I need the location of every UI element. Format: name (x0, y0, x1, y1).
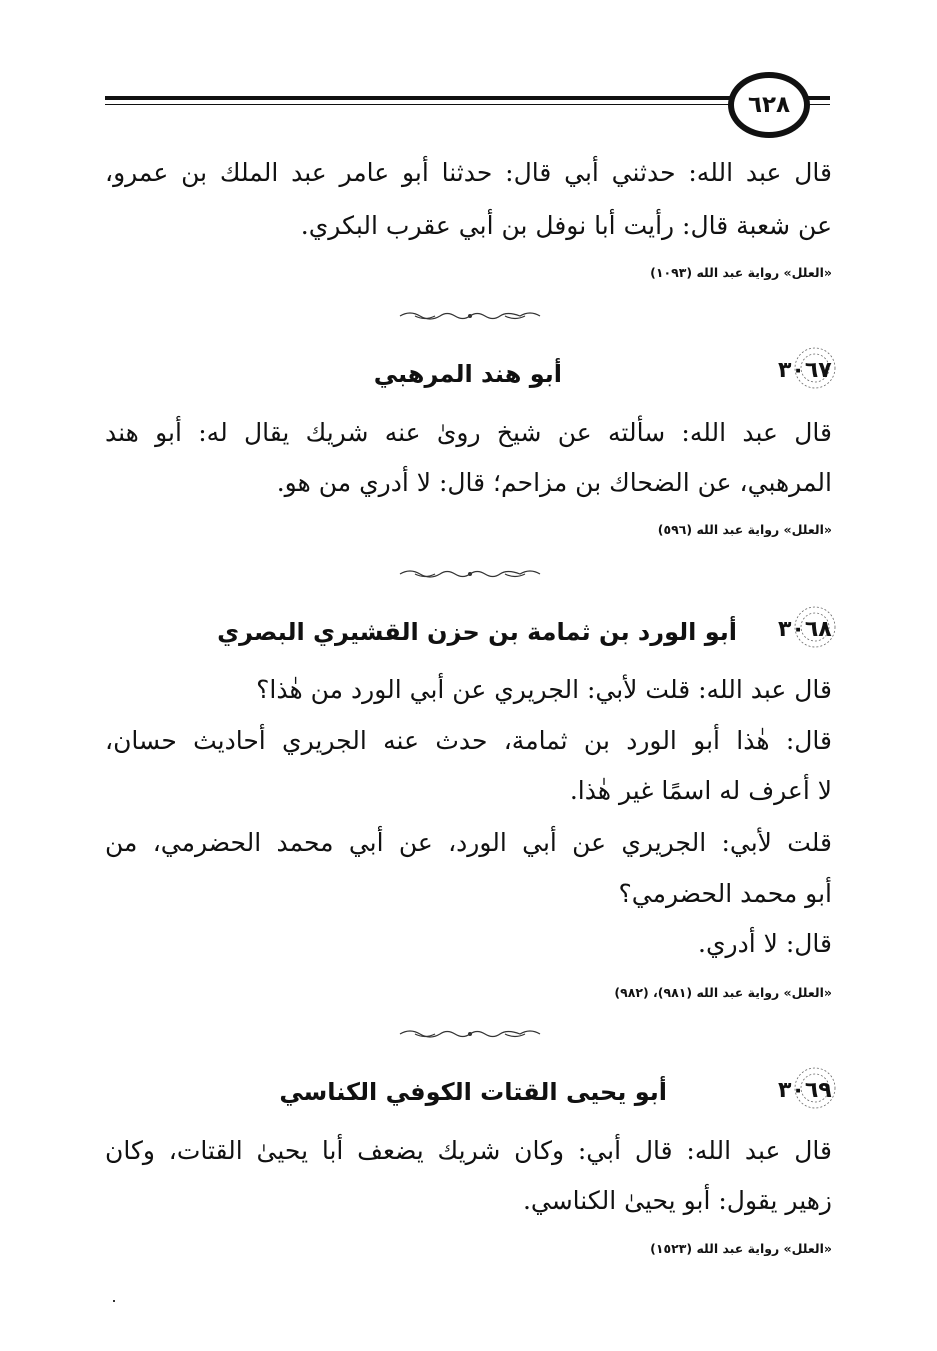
entry-number: ٣٠٦٧ (778, 358, 832, 383)
text-line: قلت لأبي: الجريري عن أبي الورد، عن أبي محمد الحضرمي، من (105, 828, 832, 857)
text-line: قال: لا أدري. (698, 929, 832, 958)
text-line: قال عبد الله: حدثني أبي قال: حدثنا أبو عامر عبد الملك بن عمرو، (105, 158, 832, 187)
header-rule-thin (105, 104, 830, 105)
page-number: ٦٢٨ (728, 72, 810, 138)
entry-title: أبو يحيى القتات الكوفي الكناسي (279, 1078, 667, 1106)
entry-title: أبو هند المرهبي (373, 360, 562, 388)
text-line: عن شعبة قال: رأيت أبا نوفل بن أبي عقرب البكري. (300, 211, 832, 240)
decorative-divider-icon (395, 567, 545, 581)
text-line: أبو محمد الحضرمي؟ (618, 879, 832, 908)
decorative-divider-icon (395, 309, 545, 323)
entry-number: ٣٠٦٩ (778, 1078, 832, 1103)
decorative-divider-icon (395, 1027, 545, 1041)
source-reference: «العلل» رواية عبد الله (٥٩٦) (657, 522, 832, 537)
text-line: قال عبد الله: قال أبي: وكان شريك يضعف أبا يحيىٰ القتات، وكان (105, 1136, 832, 1165)
source-reference: «العلل» رواية عبد الله (١٠٩٣) (650, 265, 832, 280)
text-line: قال: هٰذا أبو الورد بن ثمامة، حدث عنه الجريري أحاديث حسان، (105, 726, 832, 755)
entry-title: أبو الورد بن ثمامة بن حزن القشيري البصري (217, 618, 737, 646)
text-line: قال عبد الله: قلت لأبي: الجريري عن أبي الورد من هٰذا؟ (256, 675, 832, 704)
text-line: المرهبي، عن الضحاك بن مزاحم؛ قال: لا أدري من هو. (276, 468, 832, 497)
text-line: زهير يقول: أبو يحيىٰ الكناسي. (522, 1186, 832, 1215)
header-rule (105, 96, 830, 100)
speck (113, 1300, 115, 1302)
entry-number: ٣٠٦٨ (778, 617, 832, 642)
text-line: لا أعرف له اسمًا غير هٰذا. (569, 776, 832, 805)
source-reference: «العلل» رواية عبد الله (٩٨١)، (٩٨٢) (614, 985, 832, 1000)
source-reference: «العلل» رواية عبد الله (١٥٢٣) (650, 1241, 832, 1256)
text-line: قال عبد الله: سألته عن شيخ روىٰ عنه شريك يقال له: أبو هند (105, 418, 832, 447)
